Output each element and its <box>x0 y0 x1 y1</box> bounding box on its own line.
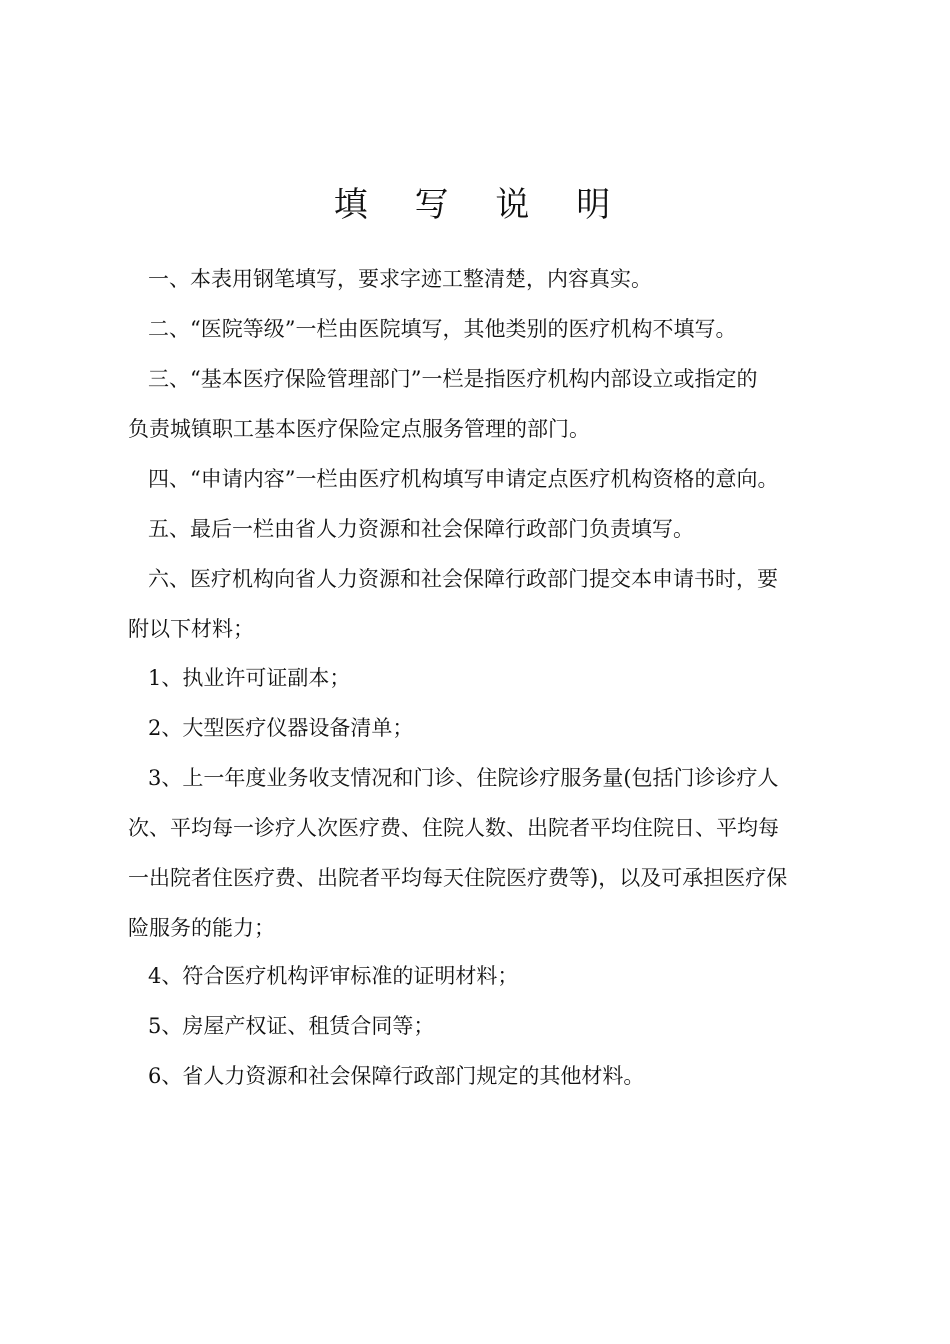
material-item-1: 1、执业许可证副本； <box>148 666 351 690</box>
material-item-4: 4、符合医疗机构评审标准的证明材料； <box>148 964 519 988</box>
instruction-item-6: 六、医疗机构向省人力资源和社会保障行政部门提交本申请书时，要 <box>148 567 778 591</box>
material-item-6: 6、省人力资源和社会保障行政部门规定的其他材料。 <box>148 1064 645 1088</box>
material-item-2: 2、大型医疗仪器设备清单； <box>148 716 414 740</box>
instruction-item-6-cont: 附以下材料； <box>128 617 254 641</box>
instruction-item-3: 三、“基本医疗保险管理部门”一栏是指医疗机构内部设立或指定的 <box>148 367 758 391</box>
material-item-5: 5、房屋产权证、租赁合同等； <box>148 1014 435 1038</box>
instruction-item-2: 二、“医院等级”一栏由医院填写，其他类别的医疗机构不填写。 <box>148 317 737 341</box>
document-title: 填 写 说 明 <box>333 185 629 225</box>
material-item-3-cont-2: 一出院者住医疗费、出院者平均每天住院医疗费等)，以及可承担医疗保 <box>128 866 788 890</box>
instruction-item-4: 四、“申请内容”一栏由医疗机构填写申请定点医疗机构资格的意向。 <box>148 467 779 491</box>
instruction-item-5: 五、最后一栏由省人力资源和社会保障行政部门负责填写。 <box>148 517 694 541</box>
material-item-3: 3、上一年度业务收支情况和门诊、住院诊疗服务量(包括门诊诊疗人 <box>148 766 779 790</box>
instruction-item-1: 一、本表用钢笔填写，要求字迹工整清楚，内容真实。 <box>148 267 652 291</box>
material-item-3-cont-1: 次、平均每一诊疗人次医疗费、住院人数、出院者平均住院日、平均每 <box>128 816 779 840</box>
instruction-item-3-cont: 负责城镇职工基本医疗保险定点服务管理的部门。 <box>128 417 590 441</box>
material-item-3-cont-3: 险服务的能力； <box>128 916 275 940</box>
